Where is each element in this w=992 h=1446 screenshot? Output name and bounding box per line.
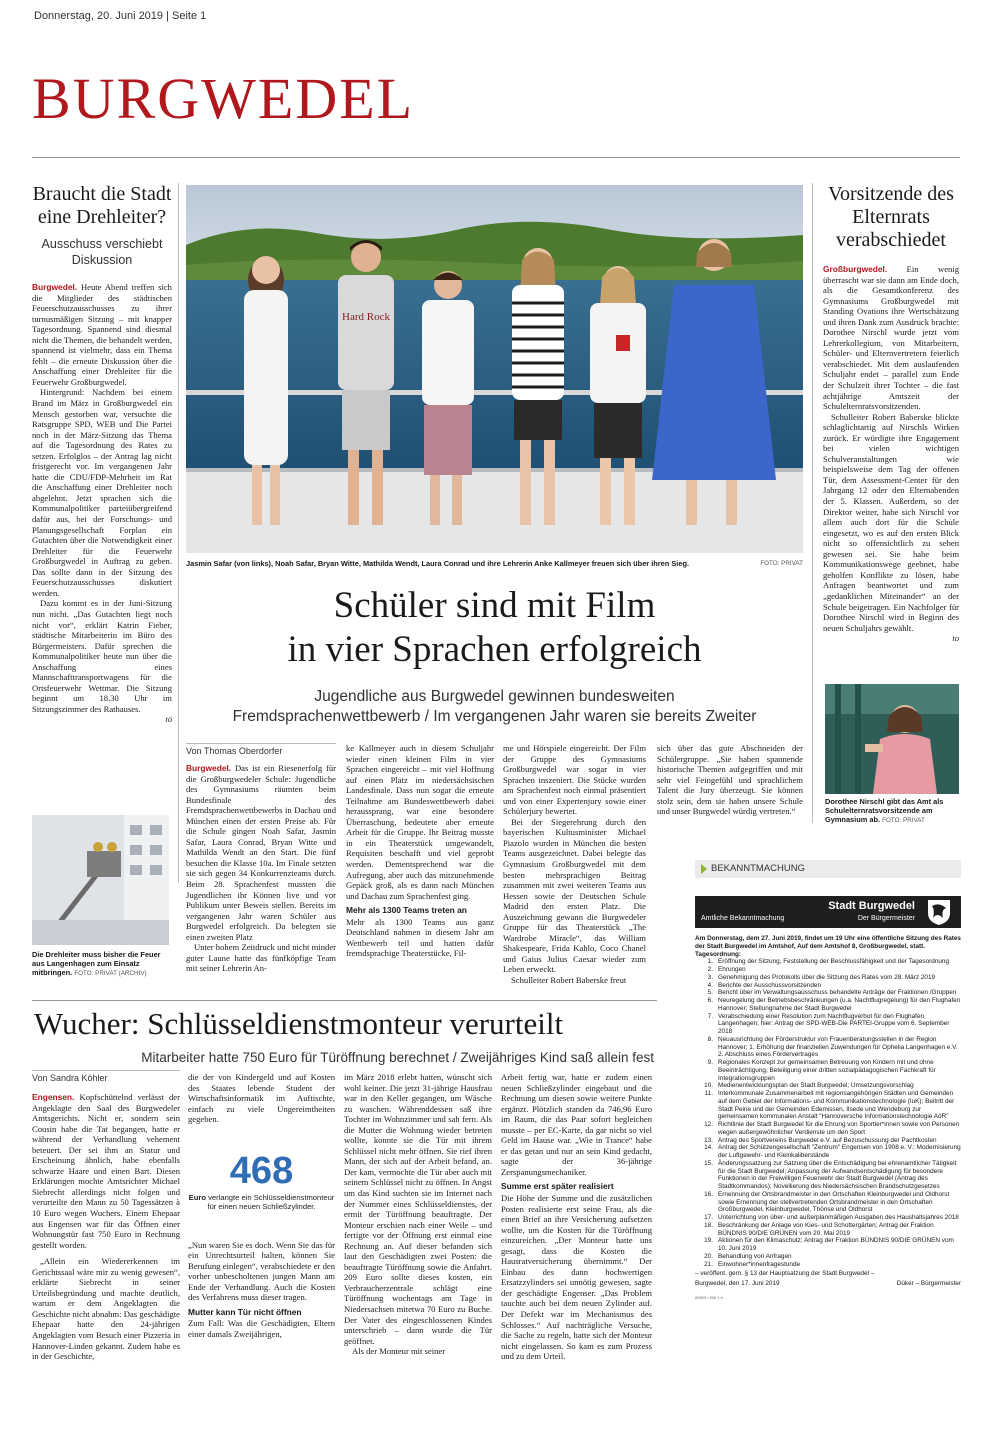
agenda-item bbox=[695, 1137, 961, 1145]
agenda-item-text: Genehmigung des Protokolls über die Sitzung des Rates vom 28. März 2019 bbox=[718, 973, 936, 981]
notice-city: Stadt Burgwedel bbox=[828, 900, 915, 912]
nirschl-caption bbox=[825, 797, 959, 826]
bottom-text: im März 2018 erlebt hatten, wünscht sich wohl keiner. Die jetzt 31-jährige Hausfrau war in den Keller gegangen, um Wäsche zu waschen. Währenddessen saß ihre Tochter im Wohnzimmer und sah fern. Als die Mutter die Wohnung wieder betreten wollte, konnte sie die Tür mit ihrem Schlüssel nicht mehr öffnen. Sie rief ihren Mann, der sich auf der Arbeit befand, an. Der kam, vermochte die Tür aber auch mit seinem Schlüssel nicht zu öffnen. In Angst um das Kind suchten sie im Internet nach der Nummer eines Schlüsseldienstes, der ermit der Türöffnung beauftragte. Der Monteur erschien nach einer Weile – und fertigte vor der Öffnung erst einmal eine Rechnung an. Auf dieser befanden sich laut den Geschädigten zwei Posten: die beauftragte Türöffnung sowie die Anfahrt. 209 Euro sollte dieses kosten, ein Verbraucherzentrale schlägt eine Türöffnung wochentags am Tage in Niedersachsen mitetwa 70 Euro zu Buche. Der Vater des eingeschlossenen Kindes unterschrieb – dann wurde die Tür geöffnet. bbox=[344, 1072, 492, 1346]
notice-signoff bbox=[695, 1280, 961, 1288]
notice-label: BEKANNTMACHUNG bbox=[711, 863, 805, 874]
left-headline: Braucht die Stadt eine Drehleiter? bbox=[32, 183, 172, 228]
agenda-list bbox=[695, 958, 961, 1268]
agenda-item bbox=[695, 1261, 961, 1269]
agenda-item bbox=[695, 1191, 961, 1214]
bottom-subhead: Summe erst später realisiert bbox=[501, 1181, 614, 1192]
agenda-item-number: 21. bbox=[704, 1260, 713, 1268]
right-story bbox=[823, 183, 959, 644]
main-photo-graphic bbox=[186, 185, 803, 553]
agenda-item bbox=[695, 966, 961, 974]
main-deck bbox=[186, 687, 803, 727]
fact-bold: Euro bbox=[188, 1192, 206, 1202]
agenda-item-text: Medienentwicklungsplan der Stadt Burgwedel; Umsetzungsvorschlag bbox=[718, 1082, 914, 1090]
bottom-text: Als der Monteur mit seiner bbox=[352, 1346, 446, 1357]
fact-box bbox=[188, 1151, 335, 1212]
agenda-item bbox=[695, 1253, 961, 1261]
right-headline: Vorsitzende des Elternrats verabschiedet bbox=[828, 183, 954, 251]
main-text: sich über das gute Abschneiden der Schülergruppe. „Sie haben spannende historische Themen aufgegriffen und mit sehr viel Feingefühl und sprachlichem Talent die Jury überzeugt. Sie können stolz sein, dem sie haben unsere Schule und unser Burgwedel würdig vertreten.“ bbox=[657, 743, 803, 817]
agenda-item bbox=[695, 1059, 961, 1082]
agenda-item-number: 3. bbox=[707, 973, 713, 981]
ladder-caption bbox=[32, 950, 172, 979]
agenda-item-text: Ernennung der Ortsbrandmeister in den Ortschaften Kleinburgwedel und Oldhorst sowie Ernennung der stellvertretenden Ortsbrandmeister in den Ortschaften Großburgwedel, Kleinburgwedel, Thönse und Oldhorst bbox=[718, 1190, 950, 1214]
bottom-text: „Allein ein Wiedererkennen im Gerichtssaal wäre mir zu wenig gewesen“, erklärte Siebrecht in seiner Urteilsbegründung und machte deutlich, warum er dem Angeklagten die Geschichte nicht abnahm: Das geschädigte Ehepaar hatte den 24-jährigen Angeklagten vom Besuch einer Pizzeria in Hannover-Linden gekannt. Zudem habe es in der Geschichte, bbox=[32, 1256, 180, 1362]
agenda-item-text: Antrag der Schützengesellschaft "Zentrum" Engensen von 1908 e. V.; Modernisierung der Luftgewehr- und Kleinkaliberstände bbox=[718, 1144, 961, 1159]
agenda-item bbox=[695, 958, 961, 966]
agenda-item bbox=[695, 982, 961, 990]
triangle-icon bbox=[701, 864, 707, 874]
main-text: Unter hohem Zeitdruck und nicht minder guter Laune hatte das fünfköpfige Team mit seiner Lehrerin An- bbox=[186, 942, 336, 974]
agenda-item bbox=[695, 1237, 961, 1253]
agenda-item-number: 19. bbox=[704, 1237, 713, 1245]
main-text: Mehr als 1300 Teams aus ganz Deutschland nahmen in diesem Jahr am Wettbewerb teil und hatten dafür fremdsprachige Theaterstücke, Fil- bbox=[346, 916, 494, 959]
left-body bbox=[32, 282, 172, 725]
left-story bbox=[32, 183, 172, 725]
agenda-item-text: Neuausrichtung der Förderstruktur von Frauenberatungsstellen in der Region Hannover; 1. Erhöhung der finanziellen Zuwendungen für Ophelia Langenhagen e.V. 2. Abschluss eines Fördervertrages bbox=[718, 1035, 958, 1059]
fact-text bbox=[188, 1193, 335, 1212]
notice-banner-left: Amtliche Bekanntmachung bbox=[701, 915, 785, 922]
agenda-item-number: 15. bbox=[704, 1159, 713, 1167]
main-text: me und Hörspiele eingereicht. Der Film der Gruppe des Gymnasiums Großburgwedel war sogar in vier Sprachen inszeniert. Die Stücke wurden am Sprachenfest noch einmal präsentiert und von einer Expertenjury sowie einer Schülerjury bewertet. bbox=[503, 743, 646, 817]
ladder-photo bbox=[32, 815, 169, 945]
main-photo-credit: FOTO: PRIVAT bbox=[760, 560, 803, 567]
agenda-item-number: 6. bbox=[707, 997, 713, 1004]
fact-number: 468 bbox=[229, 1149, 294, 1192]
main-subhead: Mehr als 1300 Teams treten an bbox=[346, 905, 467, 916]
agenda-item bbox=[695, 989, 961, 997]
left-paragraph: Dazu kommt es in der Juni-Sitzung nun nicht. „Das Gutachten liegt noch nicht vor“, erklärt Katrin Fieber, städtische Mitarbeiterin im Büro des Bürgermeisters. Dafür sprechen die Kommunalpolitiker heute nun über die Anschaffung eines Mannschafttransportwagens für die Ortsfeuerwehr Wettmar. Die Sitzung beginnt um 18.30 Uhr im Sitzungszimmer des Rathauses. bbox=[32, 598, 172, 714]
main-headline bbox=[186, 584, 803, 672]
column-divider bbox=[812, 183, 813, 823]
agenda-item bbox=[695, 1160, 961, 1191]
agenda-item-number: 20. bbox=[704, 1252, 713, 1260]
agenda-item-text: Berichte der Ausschussvorsitzenden bbox=[718, 981, 822, 989]
bottom-col-1 bbox=[32, 1070, 180, 1362]
agenda-item-text: Eröffnung der Sitzung, Feststellung der Beschlussfähigkeit und der Tagesordnung bbox=[718, 958, 950, 966]
nirschl-credit: FOTO: PRIVAT bbox=[882, 817, 925, 825]
notice-banner bbox=[695, 896, 961, 928]
agenda-item-text: Richtlinie der Stadt Burgwedel für die Ehrung von Sportler*innen sowie von Personen wegen außergewöhnlicher Verdienste um den Sport bbox=[718, 1121, 960, 1136]
agenda-item-number: 7. bbox=[707, 1012, 713, 1020]
nirschl-caption-text: Dorothee Nirschl gibt das Amt als Schulelternratsvorsitzende am Gymnasium ab. bbox=[825, 797, 944, 825]
agenda-item-number: 4. bbox=[707, 981, 713, 989]
agenda-item bbox=[695, 1214, 961, 1222]
agenda-item-number: 2. bbox=[707, 966, 713, 973]
ladder-photo-graphic bbox=[32, 815, 169, 945]
main-text: Bei der Siegerehrung durch den bayerischen Kultusminister Michael Piazolo wurden in München die besten Teams ausgezeichnet. Dabei belegte das Gymnasium Großburgwedel mit dem besten mehrsprachigen Beitrag zusammen mit zwei weiteren Teams aus Hessen sowie der Deutschen Schule Madrid den ersten Platz. Die Auszeichnung gewann die Burgwedeler Gruppe für das Theaterstück „The Wardrobe Miracle“, das William Shakespeare, Frida Kahlo, Coco Chanel und Gaius Julius Caesar wieder zum Leben erweckt. bbox=[503, 816, 646, 975]
main-headline-line: in vier Sprachen erfolgreich bbox=[287, 629, 702, 670]
ladder-credit: FOTO: PRIVAT (ARCHIV) bbox=[74, 970, 147, 978]
agenda-item-number: 1. bbox=[707, 958, 713, 966]
notice-intro: Am Donnerstag, dem 27. Juni 2019, findet um 19 Uhr eine öffentliche Sitzung des Rates der Stadt Burgwedel im Amtshof, Auf dem Amtshof 8, Großburgwedel, statt. bbox=[695, 935, 961, 950]
agenda-item bbox=[695, 997, 961, 1013]
nirschl-photo-graphic bbox=[825, 684, 959, 794]
agenda-item-text: Einwohner*innenfragestunde bbox=[718, 1260, 801, 1268]
svg-text:Hard Rock: Hard Rock bbox=[342, 311, 390, 323]
main-col-3 bbox=[503, 743, 646, 986]
agenda-item-number: 11. bbox=[704, 1090, 713, 1097]
agenda-item-text: Ehrungen bbox=[718, 966, 746, 973]
main-byline: Von Thomas Oberdorfer bbox=[186, 743, 336, 756]
masthead: BURGWEDEL bbox=[32, 66, 415, 131]
main-photo-caption-text: Jasmin Safar (von links), Noah Safar, Bryan Witte, Mathilda Wendt, Laura Conrad und ihre Lehrerin Anke Kallmeyer freuen sich über ihren Sieg. bbox=[186, 559, 690, 568]
agenda-item-number: 14. bbox=[704, 1144, 713, 1152]
bottom-subhead: Mutter kann Tür nicht öffnen bbox=[188, 1306, 302, 1317]
right-paragraph: Ein wenig überrascht war sie dann am Ende doch, als die Gesamtkonferenz des Gymnasiums Großburgwedel mit Standing Ovations ihre Wertschätzung und ihren Dank zum Ausdruck brachte: Dorothee Nirschl wurde jetzt vom Lehrerkollegium, von Mitarbeitern, Schüler- und Elternvertretern feierlich verabschiedet. Mit dem auslaufenden Schuljahr endet – parallel zum Ende der Schulzeit ihrer Tochter – die fast achtjährige Amtszeit der Schulelternratsvorsitzenden. bbox=[823, 264, 959, 412]
fact-description: verlangte ein Schlüsseldienstmonteur für einen neuen Schließzylinder. bbox=[207, 1192, 335, 1212]
bottom-text: Die Höhe der Summe und die zusätzlichen Posten realisierte erst seine Frau, als die einen Brief an ihre Versicherung aufsetzen wollte, um die Kosten für die Türöffnung einzureichen. „Der Monteur hatte uns gesagt, dass die Kosten die Hausratversicherung übernimmt.“ Der Einbau des dann hochwertigen Ersatzzylinders sei unnötig gewesen, sagte der geschädigte Engenser. „Das Problem tauchte auch bei dem neuen Zylinder auf. Der Defekt war im Mechanismus des Schlosses.“ Auf nachträgliche Versuche, die Sache zu regeln, hatte sich der Monteur nicht eingelassen. So kam es zum Prozess und zu dem Urteil. bbox=[501, 1193, 652, 1362]
agenda-item-text: Bericht über im Verwaltungsausschuss behandelte Anträge der Fraktionen /Gruppen bbox=[718, 989, 957, 997]
main-kicker: Burgwedel. bbox=[186, 763, 232, 773]
main-text: Das ist ein Riesenerfolg für die Großburgwedeler Schule: Jugendliche des Gymnasiums räumten beim Bundesfinale des Fremdsprachenwettbewerbs in Dachau und München einen der ersten Preise ab. Für die Schule gingen Noah Safar, Jasmin Safar, Laura Conrad, Bryan Witte und Mathilda Wendt an den Start. Die fünf besuchen die Klasse 10a. Im Finale setzten sie sich gegen 34 Konkurrenzteams durch. Beim 28. Sprachenfest mussten die Jugendlichen ihr Können live und vor Publikum unter Beweis stellen. Bereits im vergangenen Jahr waren Schüler aus Burgwedel erfolgreich. Da belegten sie einen zweiten Platz bbox=[186, 763, 336, 942]
left-paragraph: Heute Abend treffen sich die Mitglieder des städtischen Feuerschutzausschusses zu ihrer turnusmäßigen Sitzung – mit knapper Tagesordnung. Spannend sind diesmal nicht die Themen, die behandelt werden, spannend ist vielmehr, dass ein Thema fehlt – die erneute Diskussion über die Anschaffung einer Drehleiter für die Feuerwehr Großburgwedel. bbox=[32, 282, 172, 387]
agenda-item bbox=[695, 1036, 961, 1059]
agenda-item-text: Unterrichtung von über- und außerplanmäßigen Ausgaben des Haushaltsjahres 2018 bbox=[718, 1214, 959, 1221]
agenda-item-number: 18. bbox=[704, 1221, 713, 1229]
agenda-item-number: 13. bbox=[704, 1136, 713, 1144]
bottom-text: die der von Kindergeld und auf Kosten des Staates lebende Student der Wirtschaftsinformatik im Auftischte, einfach zu viele Ungereimtheiten gegeben. bbox=[188, 1072, 335, 1125]
main-deck-line: Jugendliche aus Burgwedel gewinnen bundesweiten bbox=[314, 688, 675, 705]
agenda-item-number: 8. bbox=[707, 1035, 713, 1043]
agenda-item bbox=[695, 1222, 961, 1238]
bottom-col-3 bbox=[344, 1072, 492, 1357]
right-kicker: Großburgwedel. bbox=[823, 264, 888, 274]
agenda-item bbox=[695, 1082, 961, 1090]
notice-place-date: Burgwedel, den 17. Juni 2019 bbox=[695, 1280, 780, 1287]
bottom-headline: Wucher: Schlüsseldienstmonteur verurteilt bbox=[34, 1006, 564, 1041]
left-subline: Ausschuss verschiebt Diskussion bbox=[41, 237, 163, 267]
dateline: Donnerstag, 20. Juni 2019 | Seite 1 bbox=[34, 10, 207, 22]
bottom-byline: Von Sandra Köhler bbox=[32, 1070, 180, 1083]
coat-of-arms-icon bbox=[925, 898, 953, 926]
right-body bbox=[823, 264, 959, 644]
agenda-item-number: 10. bbox=[704, 1082, 713, 1090]
agenda-item-text: Beschränkung der Anlage von Kies- und Schottergärten; Antrag der Fraktion BÜNDNIS 90/DIE GRÜNEN vom 20. Mai 2019 bbox=[718, 1221, 934, 1237]
notice-mayor-title: Der Bürgermeister bbox=[857, 915, 915, 922]
agenda-item bbox=[695, 1121, 961, 1137]
agenda-item-text: Aktionen für den Klimaschutz; Antrag der Fraktion BÜNDNIS 90/DIE GRÜNEN vom 10. Juni 2019 bbox=[718, 1237, 954, 1252]
notice-signer: Düker – Bürgermeister bbox=[896, 1280, 961, 1287]
agenda-item-text: Neuregelung der Betriebsbeschränkungen (u.a. Nachtflugregelung) für den Flughafen Hannover; Stellungnahme der Stadt Burgwedel bbox=[718, 997, 961, 1012]
main-photo bbox=[186, 185, 803, 553]
ladder-caption-text: Die Drehleiter muss bisher die Feuer aus Langenhagen zum Einsatz mitbringen. bbox=[32, 950, 161, 978]
bottom-kicker: Engensen. bbox=[32, 1092, 75, 1102]
bottom-deck: Mitarbeiter hatte 750 Euro für Türöffnung berechnet / Zweijähriges Kind saß allein fest bbox=[141, 1050, 654, 1065]
agenda-item bbox=[695, 1144, 961, 1160]
notice-body bbox=[695, 935, 961, 1302]
agenda-item-text: Antrag des Sportvereins Burgwedel e.V. auf Bezuschussung der Pachtkosten bbox=[718, 1136, 937, 1144]
left-paragraph: Hintergrund: Nachdem bei einem Brand im März in Großburgwedel ein Mensch gestorben war, versuchte die Ratsgruppe SPD, WEB und Die Partei noch in der März-Sitzung das Thema auf die Tagesordnung des Rates zu setzen. Erfolglos – der Antrag lag nicht fristgerecht vor. Im vergangenen Jahr hatte die CDU/FDP-Mehrheit im Rat die Anschaffung einer Drehleiter noch abgelehnt. Jetzt sprachen sich die Kommunalpolitiker parteiübergreifend dafür aus, bei der Forschungs- und Planungsgesellschaft Forplan ein Gutachten über die Notwendigkeit einer Drehleiter für die Feuerwehr Großburgwedel in Auftrag zu geben. Das sollte dann in der Sitzung des Feuerschutzausschusses diskutiert werden. bbox=[32, 387, 172, 598]
main-col-1 bbox=[186, 743, 336, 974]
main-text: Schulleiter Robert Baberske freut bbox=[511, 975, 627, 986]
bottom-text: Arbeit fertig war, hatte er zudem einen neuen Schließzylinder eingebaut und die Rechnung um diesen sowie weitere Punkte ergänzt. Plötzlich standen da 746,96 Euro im Raum, die das Paar sofort begleichen musste – per EC-Karte, da gar nicht so viel Geld im Hause war. „Wie in Trance“ habe er das getan und nur an sein Kind gedacht, sagte der 36-jährige Zerspanungsmechaniker. bbox=[501, 1072, 652, 1177]
agenda-item-text: Behandlung von Anfragen bbox=[718, 1252, 792, 1260]
agenda-item bbox=[695, 1013, 961, 1036]
agenda-item-number: 16. bbox=[704, 1190, 713, 1198]
masthead-rule bbox=[32, 157, 960, 158]
notice-agenda-title: Tagesordnung: bbox=[695, 950, 742, 958]
bottom-text: „Nun waren Sie es doch. Wenn Sie das für ein Unrechtsurteil halten, können Sie Berufung einlegen“, verabschiedete er den vorher unbescholtenen jungen Mann am Ende der Verhandlung. Auch die Kosten des Verfahrens muss dieser tragen. bbox=[188, 1239, 335, 1303]
agenda-item bbox=[695, 974, 961, 982]
column-divider bbox=[178, 183, 179, 883]
main-col-2 bbox=[346, 743, 494, 959]
main-col-4 bbox=[657, 743, 803, 817]
main-photo-caption bbox=[186, 559, 803, 568]
bottom-text: Kopfschüttelnd verlässt der Angeklagte den Saal des Burgwedeler Amtsgerichts. Nicht er, sondern sein Cousin habe die Tat begangen, hatte er während der Verhandlung vehement beteuert. Der sei ihm an Statur und Erscheinung ähnlich, habe ebenfalls schwarze Haare und einen Bart. Diesen Erklärungen mochte Amtsrichter Michael Siebrecht allerdings nicht folgen und verurteilte den Mann zu 50 Tagessätzen à 10 Euro wegen Wuchers. Einem Ehepaar aus Engensen war für das Öffnen einer Wohnungstür fast 750 Euro in Rechnung gestellt worden. bbox=[32, 1092, 180, 1250]
left-signature: tö bbox=[165, 714, 172, 725]
agenda-item-number: 17. bbox=[704, 1214, 713, 1221]
notice-header bbox=[695, 860, 961, 878]
bottom-rule bbox=[32, 1000, 657, 1001]
notice-footer-note: – veröffent. gem. § 13 der Hauptsatzung der Stadt Burgwedel – bbox=[695, 1270, 875, 1278]
right-signature: to bbox=[952, 633, 959, 644]
agenda-item-number: 9. bbox=[707, 1059, 713, 1066]
left-kicker: Burgwedel. bbox=[32, 282, 78, 292]
agenda-item-number: 5. bbox=[707, 989, 713, 997]
agenda-item-text: Änderungssatzung zur Satzung über die Entschädigung bei ehrenamtlicher Tätigkeit für die Stadt Burgwedel; Anpassung der Aufwandsentschädigung für besondere Funktionen in der Freiwilligen Feuerwehr der Stadt Burgwedel (Antrag des Stadtkommandos); Novellierung des Niedersächsischen Brandschutzgesetzes bbox=[718, 1159, 957, 1190]
bottom-col-4 bbox=[501, 1072, 652, 1362]
right-paragraph: Schulleiter Robert Baberske blickte schlaglichtartig auf Nirschls Wirken zurück. Er würdigte ihre Engagement bei vielen wichtigen Schulveranstaltungen wie beispielsweise dem Tag der offenen Tür, dem Assessment-Center für den Jahrgang 12 oder den Elternabenden der 5. Klassen. Außerdem, so der Direktor weiter, habe sich Nirschl vor allem auch dort für die Schule eingesetzt, wo es auf den ersten Blick nicht so offensichtlich zu sehen gewesen sei. Sie habe beim Kommunikationswege geebnet, habe geholfen Konflikte zu lösen, habe Anfragen beantwortet und zum „gedanklichen Miteinander“ an der Schule beigetragen. Ein Nachfolger für Dorothee Nirschl wird in Beginn des neuen Schuljahrs gewählt. bbox=[823, 411, 959, 633]
agenda-item-text: Regionales Konzept zur gemeinsamen Betreuung von Kindern mit und ohne Beeinträchtigung; Beteiligung einer dritten sozialpädagogischen Fachkraft für Integrationsgruppen bbox=[718, 1059, 936, 1082]
agenda-item-number: 12. bbox=[704, 1121, 713, 1128]
notice-code: 83903 / 20b 1 b bbox=[695, 1294, 723, 1300]
nirschl-photo bbox=[825, 684, 959, 794]
bottom-col-2 bbox=[188, 1072, 335, 1339]
bottom-text: Zum Fall: Was die Geschädigten, Eltern einer damals Zweijährigen, bbox=[188, 1318, 335, 1339]
agenda-item-text: Verabschiedung einer Resolution zum Nachtflugverbot für den Flughafen Langenhagen; hier: Antrag der SPD-WEB-Die PARTEI-Gruppe vom 6. September 2018 bbox=[718, 1012, 950, 1035]
main-headline-line: Schüler sind mit Film bbox=[333, 585, 656, 626]
main-deck-line: Fremdsprachenwettbewerb / Im vergangenen Jahr waren sie bereits Zweiter bbox=[232, 708, 757, 725]
agenda-item-text: Interkommunale Zusammenarbeit mit regionsangehörigen Städten und Gemeinden auf dem Gebiet der Informations- und Kommunikationstechnologie (IuK); Beitritt der Stadt Peine und der Gemeinden Edemissen, Ilsede und Wendeburg zur gemeinsamen kommunalen Anstalt "Hannoversche Informationstechnologie AöR" bbox=[718, 1090, 955, 1121]
agenda-item bbox=[695, 1090, 961, 1121]
main-text: ke Kallmeyer auch in diesem Schuljahr wieder einen kleinen Film in vier Sprachen eingereicht – mit viel Hoffnung auf einen Platz im niedersächsischen Landesfinale. Dass nun sogar die erneute Teilnahme am Bundeswettbewerb dabei heraussprang, war eine besondere Überraschung, bedeutete aber erneute Arbeit für die Gruppe. Ihr Beitrag musste in ein Theaterstück umgewandelt, Requisiten beschafft und viel geprobt werden. Dementsprechend war die Aufregung, aber auch das mitzunehmende Gepäck groß, als es dann nach München und Dachau zum Sprachenfest ging. bbox=[346, 743, 494, 901]
